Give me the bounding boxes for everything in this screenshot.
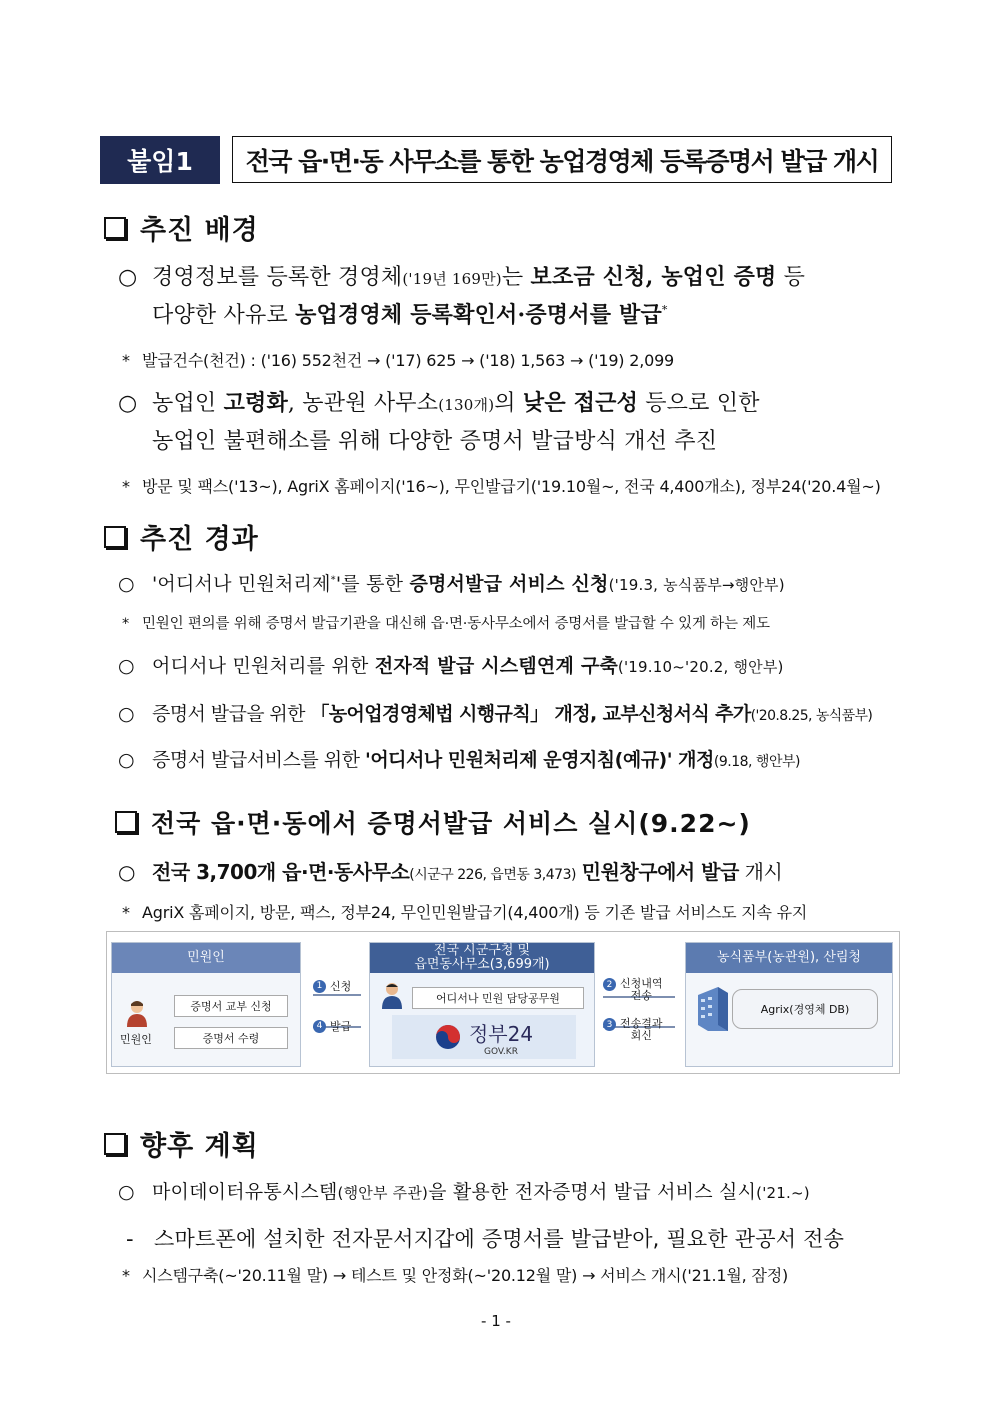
step-number: 3 — [603, 1018, 616, 1031]
text: '를 통한 — [335, 573, 410, 595]
text: 개시 — [738, 860, 783, 884]
text: 등 — [776, 265, 806, 290]
asterisk-icon: * — [122, 477, 130, 496]
taegeuk-icon — [435, 1024, 461, 1050]
text: 증명서 발급을 위한 — [152, 703, 311, 725]
text: 발급건수(천건) : ('16) 552천건 → ('17) 625 → ('18) 1,563 → ('19) 2,099 — [142, 351, 675, 370]
bullet-progress-1 — [118, 569, 785, 596]
page-number: - 1 - — [481, 1312, 511, 1330]
document-title: 전국 읍·면·동 사무소를 통한 농업경영체 등록증명서 발급 개시 — [232, 136, 892, 183]
bullet-progress-3 — [118, 699, 872, 726]
column-title: 민원인 — [112, 943, 300, 973]
text: 을 활용한 전자증명서 발급 서비스 실시 — [428, 1181, 757, 1203]
text: ('21.~) — [756, 1184, 810, 1202]
text: , 농관원 사무소 — [287, 391, 439, 416]
step-2-label — [603, 978, 663, 1002]
text: (9.18, 행안부) — [713, 754, 800, 770]
checkbox-square-icon — [104, 217, 126, 239]
text: (시군구 226, 읍면동 3,473) — [409, 867, 576, 883]
bold-text: 보조금 신청, 농업인 증명 — [530, 264, 777, 290]
asterisk-icon: * — [122, 1266, 130, 1285]
text: 다양한 사유로 — [152, 303, 296, 328]
note-anywhere-civil — [122, 612, 770, 633]
section-title: 추진 경과 — [140, 524, 259, 555]
bold-text: 고령화 — [223, 390, 288, 416]
text: 전국 시군구청 및 — [433, 943, 531, 958]
circle-bullet-icon: ○ — [118, 860, 135, 884]
text: 농업인 — [152, 391, 224, 416]
circle-bullet-icon: ○ — [118, 573, 135, 595]
text: 민원인 편의를 위해 증명서 발급기관을 대신해 읍·면·동사무소에서 증명서를 발급할 수 있게 하는 제도 — [142, 616, 770, 632]
section-title: 추진 배경 — [140, 215, 259, 246]
section-title: 전국 읍·면·동에서 증명서발급 서비스 실시(9.22~) — [151, 809, 751, 838]
column-title — [370, 943, 594, 973]
note-existing-channels — [122, 900, 807, 923]
bold-text: 농업경영체 등록확인서·증명서를 발급 — [295, 302, 662, 328]
bold-text: 증명서발급 서비스 신청 — [409, 573, 609, 595]
text: 전송결과 — [620, 1017, 663, 1030]
note-issuance-channels — [122, 474, 881, 497]
arrow-request — [313, 994, 361, 996]
officer-box: 어디서나 민원 담당공무원 — [412, 987, 584, 1009]
checkbox-square-icon — [115, 811, 137, 833]
bold-text: '어디서나 민원처리제 운영지침(예규)' 개정 — [365, 749, 714, 771]
text: 신청내역 — [620, 977, 663, 990]
brand-text: 정부24 — [468, 1021, 534, 1046]
bullet-nationwide-1 — [118, 856, 782, 885]
text: 회신 — [630, 1029, 652, 1042]
text: 신청 — [330, 980, 352, 993]
text: 방문 및 팩스('13~), AgriX 홈페이지('16~), 무인발급기('19.10월~, 전국 4,400개소), 정부24('20.4월~) — [142, 477, 881, 496]
text: 스마트폰에 설치한 전자문서지갑에 증명서를 발급받아, 필요한 관공서 전송 — [154, 1227, 845, 1251]
footnote-mark: * — [330, 574, 336, 586]
section-heading-nationwide — [115, 804, 751, 840]
asterisk-icon: * — [122, 351, 130, 370]
officer-icon — [380, 981, 404, 1009]
text: 전송 — [630, 989, 652, 1002]
bullet-plan-1 — [118, 1177, 810, 1204]
text: ('20.8.25, 농식품부) — [750, 708, 873, 724]
bold-text: 민원창구에서 발급 — [581, 860, 739, 884]
text: 등으로 인한 — [638, 391, 760, 416]
step-3-label — [603, 1018, 663, 1042]
domain-text: GOV.KR — [484, 1046, 518, 1057]
text: '어디서나 민원처리제 — [152, 573, 331, 595]
dash-icon: - — [126, 1227, 134, 1251]
gov24-logo — [392, 1015, 576, 1059]
footnote-mark: * — [661, 303, 668, 317]
asterisk-icon: * — [122, 903, 130, 922]
bullet-background-2-line2: 농업인 불편해소를 위해 다양한 증명서 발급방식 개선 추진 — [152, 429, 718, 454]
section-heading-background — [104, 208, 259, 247]
text: 시스템구축(~'20.11월 말) → 테스트 및 안정화(~'20.12월 말) → 서비스 개시('21.1월, 잠정) — [142, 1266, 788, 1285]
column-local-office — [369, 942, 595, 1067]
text: 증명서 발급서비스를 위한 — [152, 749, 366, 771]
text: 어디서나 민원처리를 위한 — [152, 655, 375, 677]
column-applicant — [111, 942, 301, 1067]
bullet-background-2-line1 — [118, 386, 760, 417]
bullet-background-1-line1 — [118, 260, 805, 291]
text: 발급 — [330, 1020, 352, 1033]
step-4-label — [313, 1018, 351, 1034]
bullet-progress-2 — [118, 651, 784, 678]
checkbox-square-icon — [104, 526, 126, 548]
request-issuance-box: 증명서 교부 신청 — [174, 995, 288, 1017]
text: (130개) — [438, 396, 495, 414]
person-icon — [126, 999, 148, 1027]
step-1-label — [313, 978, 351, 994]
text: 의 — [494, 391, 523, 416]
circle-bullet-icon: ○ — [118, 265, 138, 290]
bullet-progress-4 — [118, 745, 800, 772]
issuance-flow-diagram — [106, 931, 900, 1074]
circle-bullet-icon: ○ — [118, 703, 134, 725]
note-plan-schedule — [122, 1263, 788, 1286]
note-issuance-counts — [122, 348, 674, 371]
building-icon — [696, 985, 730, 1033]
bold-text: 낮은 접근성 — [522, 390, 639, 416]
circle-bullet-icon: ○ — [118, 1181, 135, 1203]
section-heading-plan — [104, 1124, 259, 1163]
circle-bullet-icon: ○ — [118, 749, 135, 771]
text: 읍면동사무소(3,699개) — [414, 957, 550, 972]
text: 마이데이터유통시스템 — [152, 1181, 338, 1203]
section-title: 향후 계획 — [140, 1131, 259, 1162]
step-number: 2 — [603, 978, 616, 991]
person-label: 민원인 — [120, 1033, 152, 1046]
column-ministry — [685, 942, 893, 1067]
text: (행안부 주관) — [337, 1184, 429, 1202]
text: ('19.3, 농식품부→행안부) — [608, 576, 785, 594]
bold-text: 전국 3,700개 읍·면·동사무소 — [152, 860, 410, 884]
asterisk-icon: * — [122, 616, 130, 632]
bullet-background-1-line2 — [152, 298, 668, 329]
agrix-db-box: Agrix(경영체 DB) — [732, 989, 878, 1029]
section-heading-progress — [104, 517, 259, 556]
attachment-tag: 붙임1 — [100, 136, 220, 184]
dash-plan-1 — [126, 1223, 844, 1253]
bold-text: 전자적 발급 시스템연계 구축 — [374, 655, 618, 677]
step-number: 4 — [313, 1020, 326, 1033]
receive-certificate-box: 증명서 수령 — [174, 1027, 288, 1049]
bold-text: 「농어업경영체법 시행규칙」 개정, 교부신청서식 추가 — [310, 703, 751, 725]
text: 경영정보를 등록한 경영체 — [152, 265, 403, 290]
text: AgriX 홈페이지, 방문, 팩스, 정부24, 무인민원발급기(4,400개) 등 기존 발급 서비스도 지속 유지 — [142, 903, 808, 922]
text: ('19년 169만) — [402, 270, 502, 288]
column-title: 농식품부(농관원), 산림청 — [686, 943, 892, 973]
circle-bullet-icon: ○ — [118, 655, 135, 677]
step-number: 1 — [313, 980, 326, 993]
text: ('19.10~'20.2, 행안부) — [617, 658, 784, 676]
circle-bullet-icon: ○ — [118, 391, 138, 416]
checkbox-square-icon — [104, 1133, 126, 1155]
text: 는 — [501, 265, 531, 290]
